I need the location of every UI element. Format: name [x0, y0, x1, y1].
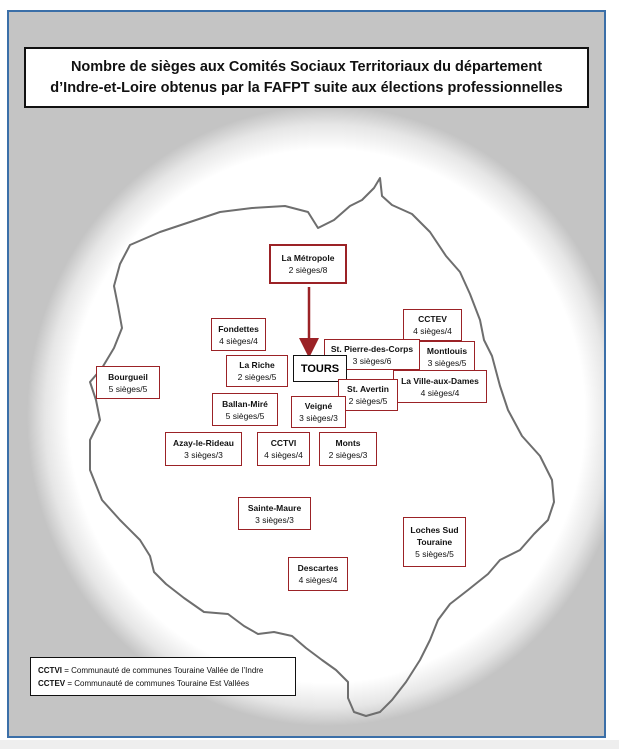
entity-name: La Ville-aux-Dames	[401, 375, 479, 386]
entity-box-bourgueil	[96, 366, 160, 399]
entity-box-ballan-mire	[212, 393, 278, 426]
entity-seats: 3 sièges/6	[352, 355, 392, 366]
entity-seats: 5 sièges/5	[108, 383, 148, 394]
title-line-1: Nombre de sièges aux Comités Sociaux Territoriaux du département	[70, 58, 543, 75]
entity-seats: 2 sièges/5	[237, 372, 277, 382]
entity-name: Loches Sud Touraine	[410, 525, 459, 547]
title-line-2: d’Indre-et-Loire obtenus par la FAFPT suite aux élections professionnelles	[50, 79, 563, 96]
entity-box-cctev	[403, 309, 462, 341]
entity-name: St. Pierre-des-Corps	[330, 343, 414, 354]
entity-seats: 2 sièges/3	[328, 450, 368, 460]
entity-seats: 5 sièges/5	[415, 549, 454, 559]
entity-seats: 4 sièges/4	[420, 387, 460, 398]
entity-seats: 2 sièges/5	[348, 396, 388, 406]
entity-name: Veigné	[304, 401, 333, 411]
entity-name: Monts	[335, 438, 361, 448]
entity-box-la-ville-aux-dames	[393, 370, 487, 403]
entity-seats: 3 sièges/3	[255, 514, 294, 525]
legend-text: = Communauté de communes Touraine Est Vallées	[65, 679, 250, 688]
entity-box-cctvi	[257, 432, 310, 466]
entity-seats: 4 sièges/4	[298, 575, 338, 585]
entity-name: Descartes	[297, 563, 339, 573]
entity-box-la-metropole	[269, 244, 347, 284]
entity-name: La Métropole	[281, 253, 335, 263]
entity-box-fondettes	[211, 318, 266, 351]
entity-box-veigne	[291, 396, 346, 428]
entity-name: Sainte-Maure	[247, 502, 302, 513]
entity-seats: 5 sièges/5	[225, 410, 265, 421]
entity-name: Azay-le-Rideau	[173, 438, 234, 448]
entity-seats: 4 sièges/4	[264, 450, 303, 460]
entity-seats: 4 sièges/4	[413, 326, 452, 336]
entity-seats: 3 sièges/5	[427, 358, 467, 368]
entity-seats: 3 sièges/3	[299, 413, 338, 423]
bottom-bar	[0, 740, 619, 749]
entity-box-sainte-maure	[238, 497, 311, 530]
legend-abbr: CCTEV	[38, 679, 66, 688]
entity-seats: 3 sièges/3	[184, 450, 223, 460]
legend-abbr: CCTVI	[38, 666, 62, 675]
entity-name: Fondettes	[218, 323, 259, 334]
legend-item	[38, 664, 295, 677]
entity-name: CCTEV	[418, 314, 447, 324]
entity-name: CCTVI	[270, 438, 297, 448]
entity-box-azay-le-rideau	[165, 432, 242, 466]
entity-box-loches-sud-touraine	[403, 517, 466, 567]
entity-box-montlouis	[419, 341, 475, 373]
entity-seats: 4 sièges/4	[219, 335, 258, 346]
legend-text: = Communauté de communes Touraine Vallée de l’Indre	[62, 666, 264, 675]
tours-city-label: TOURS	[293, 355, 347, 382]
legend-item	[38, 677, 295, 690]
entity-box-st-avertin	[338, 379, 398, 411]
entity-box-monts	[319, 432, 377, 466]
entity-box-la-riche	[226, 355, 288, 387]
entity-seats: 2 sièges/8	[288, 265, 328, 275]
entity-name: La Riche	[239, 360, 275, 370]
entity-name: Ballan-Miré	[222, 398, 268, 409]
entity-name: Montlouis	[426, 346, 468, 356]
abbreviation-legend	[30, 657, 296, 696]
entity-box-descartes	[288, 557, 348, 591]
entity-name: Bourgueil	[108, 371, 148, 382]
entity-name: St. Avertin	[347, 384, 389, 394]
